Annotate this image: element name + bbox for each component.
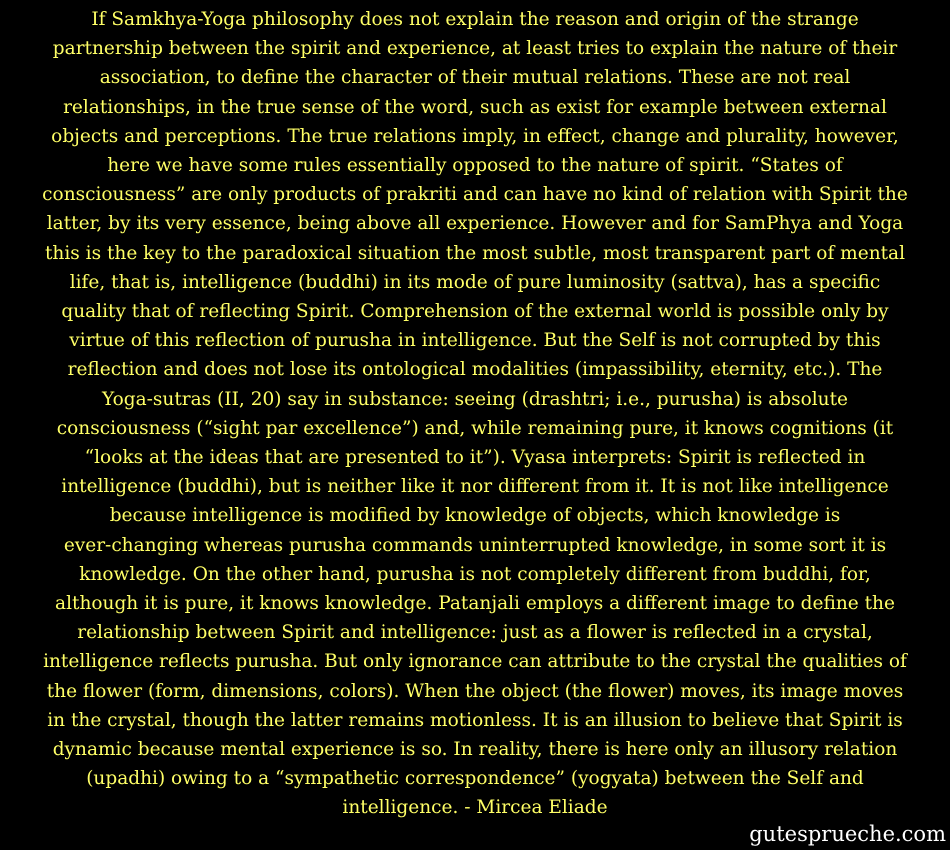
quote-line: objects and perceptions. The true relations imply, in effect, change and plurality, however, xyxy=(51,125,899,147)
quote-line: quality that of reflecting Spirit. Comprehension of the external world is possible only by xyxy=(61,301,889,323)
quote-line: here we have some rules essentially opposed to the nature of spirit. “States of xyxy=(107,155,843,177)
quote-line: intelligence (buddhi), but is neither like it nor different from it. It is not like intelligence xyxy=(61,476,889,498)
quote-line: in the crystal, though the latter remains motionless. It is an illusion to believe that Spirit is xyxy=(47,709,903,731)
quote-line: reflection and does not lose its ontological modalities (impassibility, eternity, etc.). The xyxy=(67,359,883,381)
quote-line: although it is pure, it knows knowledge. Patanjali employs a different image to define the xyxy=(55,593,895,615)
quote-text xyxy=(0,5,950,823)
quote-line: Yoga-sutras (II, 20) say in substance: seeing (drashtri; i.e., purusha) is absolute xyxy=(102,388,848,410)
quote-line: (upadhi) owing to a “sympathetic correspondence” (yogyata) between the Self and xyxy=(86,768,864,790)
quote-line: relationship between Spirit and intelligence: just as a flower is reflected in a crystal, xyxy=(77,622,873,644)
quote-line: relationships, in the true sense of the word, such as exist for example between external xyxy=(63,96,887,118)
quote-line: because intelligence is modified by knowledge of objects, which knowledge is xyxy=(109,505,841,527)
quote-line: “looks at the ideas that are presented to it”). Vyasa interprets: Spirit is reflected in xyxy=(84,447,866,469)
quote-line: intelligence reflects purusha. But only ignorance can attribute to the crystal the qualities of xyxy=(43,651,907,673)
quote-line: latter, by its very essence, being above all experience. However and for SamPhya and Yoga xyxy=(46,213,904,235)
quote-line: If Samkhya-Yoga philosophy does not explain the reason and origin of the strange xyxy=(91,9,859,30)
quote-line: dynamic because mental experience is so. In reality, there is here only an illusory relation xyxy=(52,739,898,761)
quote-line: the flower (form, dimensions, colors). When the object (the flower) moves, its image moves xyxy=(46,680,904,702)
quote-line: partnership between the spirit and experience, at least tries to explain the nature of their xyxy=(52,38,898,60)
quote-line: association, to define the character of their mutual relations. These are not real xyxy=(99,67,851,89)
quote-line: consciousness (“sight par excellence”) and, while remaining pure, it knows cognitions (it xyxy=(56,417,894,439)
quote-line: life, that is, intelligence (buddhi) in its mode of pure luminosity (sattva), has a specific xyxy=(69,271,881,293)
quote-line: virtue of this reflection of purusha in intelligence. But the Self is not corrupted by this xyxy=(69,330,881,352)
quote-line: knowledge. On the other hand, purusha is not completely different from buddhi, for, xyxy=(79,563,871,585)
site-watermark: gutesprueche.com xyxy=(749,822,946,846)
quote-line: consciousness” are only products of prakriti and can have no kind of relation with Spirit the xyxy=(42,184,908,206)
quote-line: this is the key to the paradoxical situation the most subtle, most transparent part of mental xyxy=(44,242,906,264)
quote-line: intelligence. - Mircea Eliade xyxy=(342,797,608,819)
quote-line: ever-changing whereas purusha commands uninterrupted knowledge, in some sort it is xyxy=(63,534,887,556)
